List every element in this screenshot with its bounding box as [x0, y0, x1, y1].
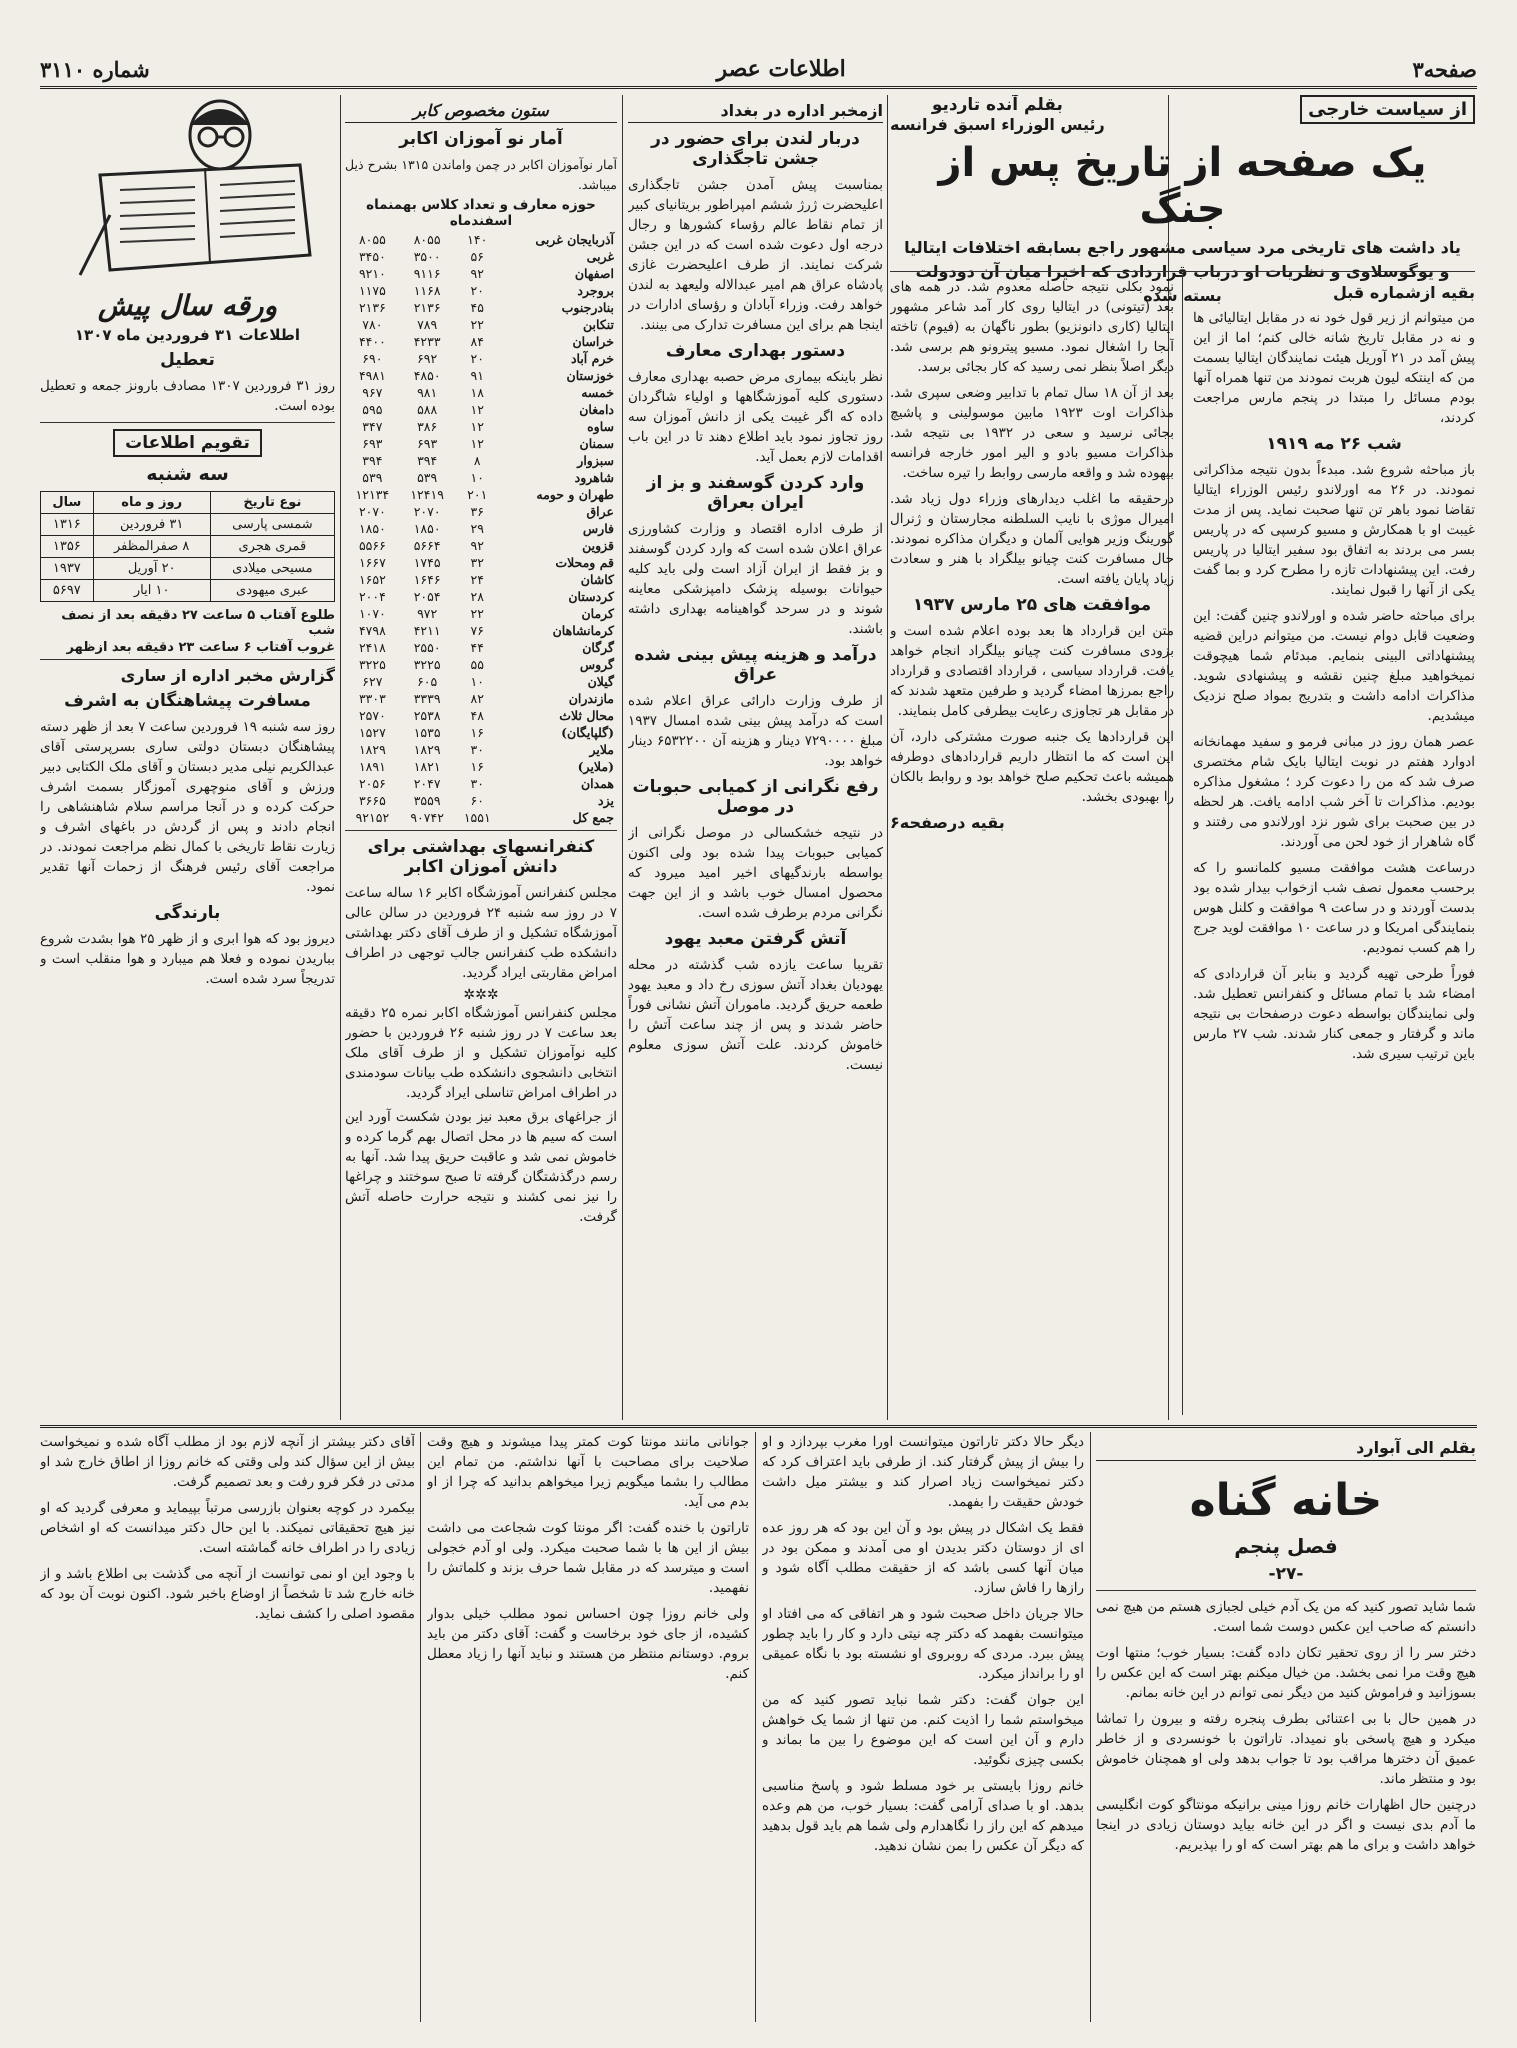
baghdad-column	[628, 95, 883, 1420]
stats-value: ۳۲۲۵	[358, 657, 386, 672]
stats-row	[345, 452, 617, 469]
last-year-date: اطلاعات ۳۱ فروردین ماه ۱۳۰۷	[74, 326, 301, 344]
holiday-title: تعطیل	[160, 350, 215, 370]
stats-region: جمع کل	[572, 810, 614, 825]
article-headline: وارد کردن گوسفند و بز از ایران بعراق	[646, 473, 865, 513]
stats-region: سمنان	[579, 436, 614, 451]
stats-region: بروجرد	[577, 283, 614, 298]
paragraph: دختر سر را از روی تحقیر تکان داده گفت: بسیار خوب؛ منتها اوت هیچ وقت مرا نمی بخشد. من خیال میکنم بهتر است که این عکس را بسوزانید و فراموش کنید من دیگر نمی توانم در این خانه بمانم.	[1096, 1645, 1476, 1701]
article-headline: درآمد و هزینه پیش بینی شده عراق	[634, 645, 877, 685]
paper-name: اطلاعات عصر	[716, 56, 846, 82]
stats-value: ۴۲۳۳	[413, 334, 441, 349]
stats-region: بنادرجنوب	[561, 300, 614, 315]
stats-value: ۱۷۴۵	[413, 555, 441, 570]
stats-value: ۱۱۷۵	[358, 283, 386, 298]
main-headline: یک صفحه از تاریخ پس از جنگ	[938, 140, 1427, 232]
stats-region: خرم آباد	[570, 351, 614, 366]
stats-region: گروس	[579, 657, 614, 672]
stats-value: ۳۲۲۵	[413, 657, 441, 672]
continued-label: بقیه ازشماره قبل	[1332, 283, 1475, 302]
stats-region: شاهرود	[574, 470, 614, 485]
stats-value: ۱۵۵۱	[463, 810, 491, 825]
stats-value: ۱۰	[470, 674, 484, 689]
stats-row	[345, 809, 617, 826]
stats-row	[345, 367, 617, 384]
reader-illustration	[40, 95, 335, 285]
stats-region: ساوه	[587, 419, 614, 434]
calendar-header: نوع تاریخ	[210, 492, 334, 514]
stats-value: ۴۸۵۰	[413, 368, 441, 383]
stats-value: ۱۸	[470, 385, 484, 400]
stats-row	[345, 299, 617, 316]
stats-value: ۱۸۹۱	[358, 759, 386, 774]
paragraph: از طرف اداره اقتصاد و وزارت کشاورزی عراق اعلان شده است که وارد کردن گوسفند و بز فقط از ایران آزاد است ولی باید کلیه حیوانات بوسیله پزشک دامپزشکی معاینه شوند و در سرحد گواهینامه بهداری داشته باشند.	[628, 521, 883, 637]
stats-value: ۵۶۶۴	[413, 538, 441, 553]
paragraph: خانم روزا بایستی بر خود مسلط شود و پاسخ مناسبی بدهد. او با صدای آرامی گفت: بسیار خوب، من هم وعده میدهم که این راز را نگاهدارم ولی شما هم باید قول بدهید که دیگر آن عکس را بمن نشان ندهید.	[762, 1778, 1084, 1854]
stats-value: ۸۲	[470, 691, 484, 706]
article-headline: دستور بهداری معارف	[665, 341, 846, 361]
paragraph: متن این قرارداد ها بعد بوده اعلام شده است و بزودی مسافرت کنت چیانو بیلگراد انجام خواهد یافت. قرارداد سیاسی ، قرارداد اقتصادی و قرارداد راجع بمرزها امضاء گردید و طرفین متعهد شدند که در مقابل هر تجاوزی رعایت بیطرفی کامل بنمایند.	[890, 623, 1174, 719]
stats-value: ۷۸۹	[417, 317, 438, 332]
paragraph: جوانانی مانند مونتا کوت کمتر پیدا میشوند و هیچ وقت صلاحیت برای مصاحبت با آنها نداشتم. من تمام این مطالب را بشما میگویم زیرا میخواهم بدانید که چرا از او بدم می آید.	[427, 1434, 749, 1510]
stats-value: ۱۲۴۱۹	[410, 487, 444, 502]
calendar-table	[40, 491, 335, 602]
stats-value: ۱۸۵۰	[358, 521, 386, 536]
stats-value: ۹۲	[470, 538, 484, 553]
article-headline: رفع نگرانی از کمیابی حبوبات در موصل	[632, 777, 879, 817]
paragraph: درحقیقه ما اغلب دیدارهای وزراء دول زیاد شد. امیرال موژی با نایب السلطنه مجارستان و ژنرال گورینگ وزیر هوایی آلمان و دیگران مذاکره نمودند. حال مسافرت کنت چیانو بیلگراد با هنر و سعادت زیاد پایان یافته است.	[890, 491, 1174, 587]
baghdad-header: ازمخبر اداره در بغداد	[628, 101, 883, 123]
serial-episode: -۲۷-	[1268, 1564, 1304, 1584]
paragraph: روز ۳۱ فروردین ۱۳۰۷ مصادف بارونز جمعه و تعطیل بوده است.	[40, 378, 335, 414]
calendar-row	[41, 558, 335, 580]
stats-value: ۶۰۵	[417, 674, 438, 689]
stats-value: ۴۹۸۱	[358, 368, 386, 383]
stats-value: ۷۶	[470, 623, 484, 638]
stats-row	[345, 724, 617, 741]
stats-region: (گلپایگان)	[561, 725, 614, 740]
paragraph: دیگر حالا دکتر تاراتون میتوانست اورا مغرب بپردازد و او را بیش از پیش گرفتار کند. از طرفی باید اعتراف کرد که دکتر نمیخواست زیاد اصرار کند و بیشتر میل داشت خودش حقیقت را بفهمد.	[762, 1434, 1084, 1510]
calendar-cell: ۱۳۱۶	[41, 514, 94, 536]
calendar-cell: ۱۹۳۷	[41, 558, 94, 580]
divider-stars: ✲✲✲	[463, 987, 499, 1003]
paragraph: نمود بکلی نتیجه حاصله معدوم شد. در همه های بعد (تیتونی) در ایتالیا روی کار آمد شاعر مشهور ایتالیا (کاری دانونزیو) بطور ناگهان به (فیوم) تاخته آنجا را اشغال نمود. مسیو پیترونو هم برسی شد. دیگر اصلاً بنظر نمی رسید که کار بجائی برسد.	[890, 279, 1174, 375]
paragraph: بیکمرد در کوچه بعنوان بازرسی مرتباً بپیماید و معرفی گردید که او نیز هیچ تحقیقاتی نمیکند. با این حال دکتر میدانست که او اشخاص زیادی را در اطراف خانه گماشته است.	[40, 1500, 415, 1556]
stats-value: ۶۹۲	[417, 351, 438, 366]
stats-region: کرمانشاهان	[552, 623, 614, 638]
paragraph: از طرف وزارت دارائی عراق اعلام شده است که درآمد پیش بینی شده امسال ۱۹۳۷ مبلغ ۷۲۹۰۰۰۰ دینار و هزینه آن ۶۵۳۲۲۰۰ دینار خواهد بود.	[628, 693, 883, 769]
stats-value: ۹۲	[470, 266, 484, 281]
stats-row	[345, 231, 617, 248]
stats-value: ۶۹۳	[417, 436, 438, 451]
stats-value: ۹۰۷۴۲	[410, 810, 444, 825]
calendar-title: تقویم اطلاعات	[113, 429, 262, 457]
stats-value: ۵۶	[470, 249, 484, 264]
stats-value: ۹۱	[470, 368, 484, 383]
paragraph: مجلس کنفرانس آموزشگاه اکابر ۱۶ ساله ساعت ۷ در روز سه شنبه ۲۴ فروردین در سالن عالی آموزشگاه تشکیل و از طرف آقای دکتر بهداشتی دانشکده طب کنفرانس جالب توجهی در اطراف امراض مقاربتی ایراد گردید.	[345, 885, 617, 981]
paragraph: من میتوانم از زیر قول خود نه در مقابل ایتالیائی ها و نه در مقابل تاریخ شانه خالی کنم؛ اما از این پیش آمد در ۲۱ آوریل هیئت نمایندگان ایتالیا بسمت من که اینتکه لیون هربت نمودند من تنها همراه آنها بودم مسائل را مبتدا در پنجم مارس مراجعت کردند،	[1193, 310, 1475, 426]
stats-value: ۴۸	[470, 708, 484, 723]
paragraph: در همین حال با بی اعتنائی بطرف پنجره رفته و بیرون را تماشا میکرد و هیچ پاسخی باو نمیداد. تاراتون با خونسردی و از خاطر عمیق آن دخترها مراقب بود تا جواب بدهد ولی او همچنان خاموش بود و منتظر ماند.	[1096, 1711, 1476, 1787]
stats-row	[345, 571, 617, 588]
calendar-row	[41, 580, 335, 602]
paragraph: این جوان گفت: دکتر شما نباید تصور کنید که من میخواستم شما را اذیت کنم. من تنها از شما یک خواهش دارم و آن این است که این موضوع را بین ما بماند و بکسی چیزی نگوئید.	[762, 1692, 1084, 1768]
calendar-cell: ۸ صفرالمظفر	[93, 536, 210, 558]
stats-region: (ملایر)	[577, 759, 614, 774]
stats-value: ۴۴	[470, 640, 484, 655]
stats-value: ۱۸۲۹	[413, 742, 441, 757]
stats-value: ۵۳۹	[417, 470, 438, 485]
stats-row	[345, 282, 617, 299]
calendar-header: سال	[41, 492, 94, 514]
paragraph: این قراردادها یک جنبه صورت مشترکی دارد، آن این است که ما انتظار داریم قراردادهای دوطرفه همیشه باعث تحکیم صلح خواهد بود و روابط بالکان را بهبودی بخشد.	[890, 729, 1174, 805]
stats-region: گرگان	[582, 640, 614, 655]
serial-byline: بقلم الی آبوارد	[1096, 1438, 1476, 1461]
stats-region: گیلان	[587, 674, 614, 689]
serial-title: خانه گناه	[1189, 1475, 1383, 1526]
paragraph: ولی خانم روزا چون احساس نمود مطلب خیلی بدوار کشیده، از جای خود برخاست و گفت: آقای دکتر من باید بروم. دوستانم منتظر من هستند و نباید آنها را زیاد معطل کنم.	[427, 1606, 749, 1682]
stats-region: فارس	[582, 521, 614, 536]
stats-value: ۳۰	[470, 742, 484, 757]
stats-value: ۳۶	[470, 504, 484, 519]
stats-region: ملایر	[589, 742, 614, 757]
paragraph: بعد از آن ۱۸ سال تمام با تدابیر وضعی سپری شد. مذاکرات اوت ۱۹۲۳ مابین موسولینی و پاشیچ بجائی نرسید و سعی در ۱۹۳۲ بی نتیجه شد. مذاکرات مسیو بادو و الیر امور خارجه فرانسه بیهوده شد و واقعه مارسی روابط را تیره ساخت.	[890, 385, 1174, 481]
main-article	[890, 95, 1475, 1420]
paragraph: فوراً طرحی تهیه گردید و بنابر آن قراردادی که امضاء شد با تمام مسائل و کنفرانس تعطیل شد. ولی نمایندگان بواسطه دعوت درصفحات بی نتیجه ماند و گرفتار و جمعی کنار شدند. شب ۲۷ مارس باین ترتیب سیری شد.	[1193, 966, 1475, 1062]
stats-value: ۲۲	[470, 317, 484, 332]
paragraph: برای مباحثه حاضر شده و اورلاندو چنین گفت: این وضعیت قابل دوام نیست. من میتوانم دراین قضیه پیشنهاداتی البینی بنمایم. مبدئام شما هیچوقت نمیخواهید مبلغ چنین نقشه و پیشنهادی شوید. مذاکرات ادامه داشت و بتدریج بمواد صلح نزدیک میشدیم.	[1193, 608, 1475, 724]
stats-value: ۲۰۵۶	[358, 776, 386, 791]
stats-region: مازندران	[568, 691, 614, 706]
paragraph: نظر باینکه بیماری مرض حصبه بهداری معارف دستوری کلیه آموزشگاهها و اولیاء شاگردان داده که اگر غیبت یکی از دانش آموزان سه روز تجاوز نمود باید اطلاع دهند تا در این باب اقدامات لازم بعمل آید.	[628, 369, 883, 465]
stats-region: قم ومحلات	[555, 555, 614, 570]
byline: بقلم آنده تاردیو	[931, 95, 1063, 115]
stats-value: ۳۳۰۳	[358, 691, 386, 706]
article-headline: آتش گرفتن معبد یهود	[664, 929, 847, 949]
stats-value: ۶۹۳	[362, 436, 383, 451]
stats-value: ۵۹۵	[362, 402, 383, 417]
stats-value: ۱۱۶۸	[413, 283, 441, 298]
stats-value: ۱۲	[470, 402, 484, 417]
stats-value: ۷۸۰	[362, 317, 383, 332]
stats-value: ۳۲	[470, 555, 484, 570]
stats-value: ۶۲۷	[362, 674, 383, 689]
stats-value: ۶۹۰	[362, 351, 383, 366]
article-headline: دربار لندن برای حضور در جشن تاجگذاری	[651, 129, 860, 169]
stats-row	[345, 758, 617, 775]
paragraph: تقریبا ساعت یازده شب گذشته در محله یهودیان بغداد آتش سوزی رخ داد و معبد یهود طعمه حریق گردید. ماموران آتش نشانی فوراً حاضر شدند و پس از چند ساعت آتش را خاموش کردند. علت آتش سوزی معلوم نیست.	[628, 957, 883, 1073]
main-subhead: یاد داشت های تاریخی مرد سیاسی مشهور راجع بسابقه اختلافات ایتالیا و یوگوسلاوی و نظریات او درباب قراردادی که اخیرا میان آن دودولت بسته شده	[904, 238, 1461, 305]
stats-value: ۳۸۶	[417, 419, 438, 434]
stats-value: ۲۰۵۴	[413, 589, 441, 604]
article-headline: بارندگی	[154, 903, 221, 923]
paragraph: روز سه شنبه ۱۹ فروردین ساعت ۷ بعد از ظهر دسته پیشاهنگان دبستان دولتی ساری بسرپرستی آقای عبدالکریم نیلی مدیر دبستان و آقای ملک الکتابی دبیر ورزش و آقای منوچهری آموزگار بسمت اشرف حرکت کرده و در آنجا مراسم سلام شاهنشاهی را انجام دادند و پس از گردش در باغهای اشرف و زیارت نقاط تاریخی با کمال نظم مراجعت نمودند. در مراجعت آقای رئیس فرهنگ از زحمات آنها تقدیر نمود.	[40, 719, 335, 895]
stats-row	[345, 316, 617, 333]
calendar-cell: مسیحی میلادی	[210, 558, 334, 580]
stats-value: ۵۵۶۶	[358, 538, 386, 553]
paragraph: بمناسبت پیش آمدن جشن تاجگذاری اعلیحضرت ژرژ ششم امپراطور بریتانیای کبیر از تمام نقاط عالم رؤساء کشورها و رجال درجه اول دعوت شده است که در این جشن شرکت نمایند. از طرف اعلیحضرت غازی پادشاه عراق هم امیر عبدالاله ولیعهد به لندن خواهد رفت. وزراء آبادان و رؤسای ادارات در اینجا هم برای این مسافرت تدارک می بینند.	[628, 177, 883, 333]
stats-row	[345, 469, 617, 486]
stats-value: ۱۶۵۲	[358, 572, 386, 587]
paragraph: عصر همان روز در مبانی فرمو و سفید مهمانخانه ادوارد هفتم در نوبت ایتالیا بایک شام مختصری صرف شد که من را دعوت کرد ؛ مشغول مذاکره بودیم. مذاکرات تا آخر شب ادامه یافت. هر لحظه در بین صحبت برای شور نزد اورلاندو می رفتند و گاه شاهرار از خود لحن می آوردند.	[1193, 734, 1475, 850]
stats-row	[345, 690, 617, 707]
serial-story-mid	[762, 1432, 1084, 2022]
paragraph: آقای دکتر بیشتر از آنچه لازم بود از مطلب آگاه شده و نمیخواست بیش از این سؤال کند ولی وقتی که خانم روزا از اطاق خارج شد او مدتی در فکر فرو رفت و بعد تصمیم گرفت.	[40, 1434, 415, 1490]
serial-story-intro	[1096, 1432, 1476, 2022]
stats-value: ۱۸۲۹	[358, 742, 386, 757]
stats-value: ۴۲۱۱	[413, 623, 441, 638]
stats-table	[345, 231, 617, 826]
stats-value: ۵۵	[470, 657, 484, 672]
stats-value: ۱۰	[470, 470, 484, 485]
stats-value: ۹۶۷	[362, 385, 383, 400]
stats-value: ۳۶۶۵	[358, 793, 386, 808]
stats-value: ۹۲۱۵۲	[355, 810, 390, 825]
stats-value: ۳۴۷	[362, 419, 383, 434]
stats-region: آذربایجان غربی	[535, 232, 614, 247]
stats-value: ۱۵۲۷	[358, 725, 386, 740]
sari-header: گزارش مخبر اداره از ساری	[120, 666, 335, 685]
stats-row	[345, 486, 617, 503]
stats-value: ۱۲	[470, 436, 484, 451]
paragraph: تاراتون با خنده گفت: اگر مونتا کوت شجاعت می داشت بیش از این ها با شما صحبت میکرد. ولی او آدم خجولی است و میترسد که در مقابل شما حرف بزند و کلماتش را نفهمید.	[427, 1520, 749, 1596]
stats-title: آمار نو آموزان اکابر	[399, 129, 563, 149]
stats-value: ۹۱۱۶	[413, 266, 441, 281]
stats-region: کرمان	[581, 606, 614, 621]
stats-row	[345, 248, 617, 265]
paragraph: باز مباحثه شروع شد. مبدءاً بدون نتیجه مذاکراتی نمودند. در ۲۶ مه اورلاندو رئیس الوزراء ایتالیا تقاضا نمود باهر تن تنها صحبت نماید. پس از مدت غیبت او با همکارش و مسیو کرسپی که در پاریس بسر می بردند به اتفاق بود سفیر ایتالیا در پاریس رفت. این پیشنهادات تازه را مطرح کرد و بما گفت یکی از آنها را قبول نمایند.	[1193, 462, 1475, 598]
stats-value: ۴۵	[470, 300, 484, 315]
last-year-title: ورقه سال پیش	[97, 289, 278, 322]
stats-value: ۱۶۴۶	[413, 572, 441, 587]
stats-value: ۳۰	[470, 776, 484, 791]
stats-value: ۲۸	[470, 589, 484, 604]
stats-row	[345, 384, 617, 401]
stats-region: کردستان	[568, 589, 614, 604]
stats-row	[345, 588, 617, 605]
stats-row	[345, 350, 617, 367]
calendar-cell: قمری هجری	[210, 536, 334, 558]
stats-row	[345, 622, 617, 639]
stats-value: ۲۵۵۰	[413, 640, 441, 655]
stats-value: ۱۲	[470, 419, 484, 434]
calendar-cell: عبری میهودی	[210, 580, 334, 602]
stats-value: ۱۸۵۰	[413, 521, 441, 536]
stats-value: ۱۶	[470, 759, 484, 774]
stats-header: ستون مخصوص کابر	[345, 101, 617, 123]
calendar-row	[41, 536, 335, 558]
stats-region: قزوین	[582, 538, 614, 553]
stats-row	[345, 503, 617, 520]
stats-row	[345, 656, 617, 673]
stats-value: ۶۰	[470, 793, 484, 808]
paragraph: در نتیجه خشکسالی در موصل نگرانی از کمیابی حبوبات پیدا شده بود ولی اکنون بواسطه بارندگیهای اخیر امید میرود که محصول امسال خوب باشد و از این جهت نگرانی مردم برطرف شده است.	[628, 825, 883, 921]
stats-row	[345, 707, 617, 724]
stats-region: غربی	[586, 249, 614, 264]
stats-value: ۵۸۸	[417, 402, 438, 417]
calendar-cell: ۳۱ فروردین	[93, 514, 210, 536]
stats-region: خوزستان	[566, 368, 614, 383]
calendar-row	[41, 514, 335, 536]
masthead	[40, 52, 1477, 89]
stats-value: ۲۰	[470, 351, 484, 366]
stats-row	[345, 418, 617, 435]
stats-value: ۱۵۳۵	[413, 725, 441, 740]
stats-value: ۲۰۰۴	[358, 589, 386, 604]
calendar-cell: ۵۶۹۷	[41, 580, 94, 602]
calendar-cell: ۲۰ آوریل	[93, 558, 210, 580]
stats-value: ۱۶۶۷	[358, 555, 386, 570]
sunrise: طلوع آفتاب ۵ ساعت ۲۷ دقیقه بعد از نصف شب	[61, 608, 335, 638]
stats-value: ۱۶	[470, 725, 484, 740]
stats-value: ۲۹	[470, 521, 484, 536]
paragraph: از جراغهای برق معبد نیز بودن شکست آورد این است که سیم ها در محل اتصال بهم گرما کرده و خاموش نمی شد و عاقبت حریق پیدا شد. آنها به رسم درگذشتگان گرفته تا صبح سوختند و چراغها را نیز نمی کشند و نتیجه حرارت حاصله آتش گرفت.	[345, 1109, 617, 1225]
stats-region: همدان	[580, 776, 614, 791]
stats-value: ۲۰۱	[467, 487, 488, 502]
serial-story-left	[40, 1432, 415, 2022]
paragraph: شما شاید تصور کنید که من یک آدم خیلی لجبازی هستم من هیچ نمی دانستم که صاحب این عکس دوست شما است.	[1096, 1599, 1476, 1635]
continue-label: بقیه درصفحه۶	[890, 813, 1005, 832]
stats-value: ۳۴۵۰	[358, 249, 386, 264]
stats-row	[345, 520, 617, 537]
stats-table-title: حوزه معارف و تعداد کلاس بهمنماه اسفندماه	[366, 197, 596, 229]
stats-region: محال ثلاث	[559, 708, 614, 723]
stats-region: دامغان	[579, 402, 614, 417]
stats-value: ۴۴۰۰	[358, 334, 386, 349]
sunset: غروب آفتاب ۶ ساعت ۲۳ دقیقه بعد ازظهر	[66, 640, 335, 655]
stats-value: ۱۰۷۰	[358, 606, 386, 621]
stats-row	[345, 639, 617, 656]
stats-value: ۲۲	[470, 606, 484, 621]
stats-region: خمسه	[581, 385, 614, 400]
stats-row	[345, 537, 617, 554]
stats-value: ۸	[473, 453, 481, 468]
stats-row	[345, 792, 617, 809]
stats-value: ۲۰۷۰	[358, 504, 386, 519]
last-year-column	[40, 95, 335, 1420]
paragraph: فقط یک اشکال در پیش بود و آن این بود که هر روز عده ای از دوستان دکتر بدیدن او می آمدند و ممکن بود در میان آنها کسی باشد که از حقیقت مطلب آگاه شود و رازها را فاش سازد.	[762, 1520, 1084, 1596]
stats-value: ۲۴	[470, 572, 484, 587]
calendar-cell: ۱۰ ایار	[93, 580, 210, 602]
stats-value: ۳۵۵۹	[413, 793, 441, 808]
stats-row	[345, 554, 617, 571]
serial-story-left-mid	[427, 1432, 749, 2022]
stats-value: ۳۹۴	[417, 453, 438, 468]
stats-row	[345, 435, 617, 452]
stats-value: ۹۸۱	[417, 385, 438, 400]
stats-value: ۹۷۲	[417, 606, 438, 621]
stats-value: ۲۰۴۷	[413, 776, 441, 791]
stats-row	[345, 673, 617, 690]
serial-chapter: فصل پنجم	[1234, 1534, 1338, 1558]
paragraph: درساعت هشت موافقت مسیو کلمانسو را که برحسب معمول نصف شب ازخواب بیدار شده بود بدست آوردند و در ساعت ۹ موافقت و کلنل هوس بنمایندگی امریکا و در ساعت ۱۰ موافقت لوید جرج را هم کسب نمودیم.	[1193, 860, 1475, 956]
stats-region: اصفهان	[574, 266, 614, 281]
stats-value: ۲۱۳۶	[358, 300, 386, 315]
calendar-cell: ۱۳۵۶	[41, 536, 94, 558]
adult-students-column	[345, 95, 617, 1420]
stats-value: ۲۰۷۰	[413, 504, 441, 519]
stats-value: ۱۸۲۱	[413, 759, 441, 774]
calendar-header: روز و ماه	[93, 492, 210, 514]
stats-value: ۸۰۵۵	[358, 232, 386, 247]
stats-value: ۱۴۰	[467, 232, 488, 247]
stats-value: ۳۵۰۰	[413, 249, 441, 264]
stats-region: خراسان	[572, 334, 614, 349]
stats-value: ۲۵۳۸	[413, 708, 441, 723]
stats-value: ۸۰۵۵	[413, 232, 441, 247]
stats-region: عراق	[586, 504, 614, 519]
stats-region: تنکابن	[583, 317, 614, 332]
stats-value: ۲۴۱۸	[358, 640, 386, 655]
paragraph: حالا جریان داخل صحبت شود و هر اتفاقی که می افتاد او میتوانست بفهمد که دکتر چه نیتی دارد و کار را باید چطور پیش ببرد. مردی که روبروی او نشسته بود با نگاه عمیقی او را برانداز میکرد.	[762, 1606, 1084, 1682]
stats-row	[345, 775, 617, 792]
section-tag: از سیاست خارجی	[1300, 95, 1475, 124]
article-headline: مسافرت پیشاهنگان به اشرف	[64, 691, 311, 711]
stats-value: ۲۰	[470, 283, 484, 298]
calendar-cell: شمسی پارسی	[210, 514, 334, 536]
stats-value: ۳۳۳۹	[413, 691, 441, 706]
stats-subtitle: آمار نوآموزان اکابر در چمن واماندن ۱۳۱۵ بشرح ذیل میباشد.	[345, 157, 617, 192]
stats-value: ۹۲۱۰	[358, 266, 386, 281]
stats-region: سبزوار	[577, 453, 614, 468]
stats-value: ۳۹۴	[362, 453, 383, 468]
stats-value: ۸۴	[470, 334, 484, 349]
stats-row	[345, 265, 617, 282]
conference-title: کنفرانسهای بهداشتی برای دانش آموزان اکابر	[367, 837, 595, 877]
stats-row	[345, 605, 617, 622]
date-heading: شب ۲۶ مه ۱۹۱۹	[1266, 434, 1402, 454]
paragraph: با وجود این او نمی توانست از آنچه می گذشت بی اطلاع باشد و از خانه خارج شد تا شخصاً از اوضاع باخبر شود. اکنون نوبت آن بود که مقصود اصلی را کشف نماید.	[40, 1566, 415, 1622]
stats-value: ۴۷۹۸	[358, 623, 386, 638]
paragraph: درچنین حال اظهارات خانم روزا مینی برانیکه مونتاگو کوت انگلیسی ما آدم بدی نیست و اگر در این خانه بیاید دوستان زیادی در اینجا خواهد داشت و برای ما هم بهتر است که او را بپذیریم.	[1096, 1797, 1476, 1853]
stats-region: یزد	[598, 793, 614, 808]
weekday: سه شنبه	[146, 463, 229, 485]
paragraph: دیروز بود که هوا ابری و از ظهر ۲۵ هوا بشدت شروع بباریدن نموده و فعلا هم میبارد و هوا منقلب است و تدریجاً سرد شده است.	[40, 931, 335, 987]
stats-value: ۱۲۱۳۴	[355, 487, 390, 502]
paragraph: مجلس کنفرانس آموزشگاه اکابر نمره ۲۵ دقیقه بعد ساعت ۷ در روز شنبه ۲۶ فروردین با حضور کلیه نوآموزان تشکیل و از طرف آقای ملک انتخابی دانشجوی دانشکده طب بیانات سودمندی در اطراف امراض تناسلی ایراد گردید.	[345, 1005, 617, 1101]
stats-row	[345, 741, 617, 758]
byline-title: رئیس الوزراء اسبق فرانسه	[890, 115, 1105, 134]
stats-value: ۲۵۷۰	[358, 708, 386, 723]
stats-row	[345, 333, 617, 350]
date-heading: موافقت های ۲۵ مارس ۱۹۳۷	[912, 595, 1152, 615]
stats-value: ۵۳۹	[362, 470, 383, 485]
stats-region: طهران و حومه	[536, 487, 614, 502]
stats-region: کاشان	[580, 572, 614, 587]
issue-number: شماره ۳۱۱۰	[40, 56, 150, 82]
page-label: صفحه۳	[1412, 56, 1477, 82]
stats-row	[345, 401, 617, 418]
stats-value: ۲۱۳۶	[413, 300, 441, 315]
